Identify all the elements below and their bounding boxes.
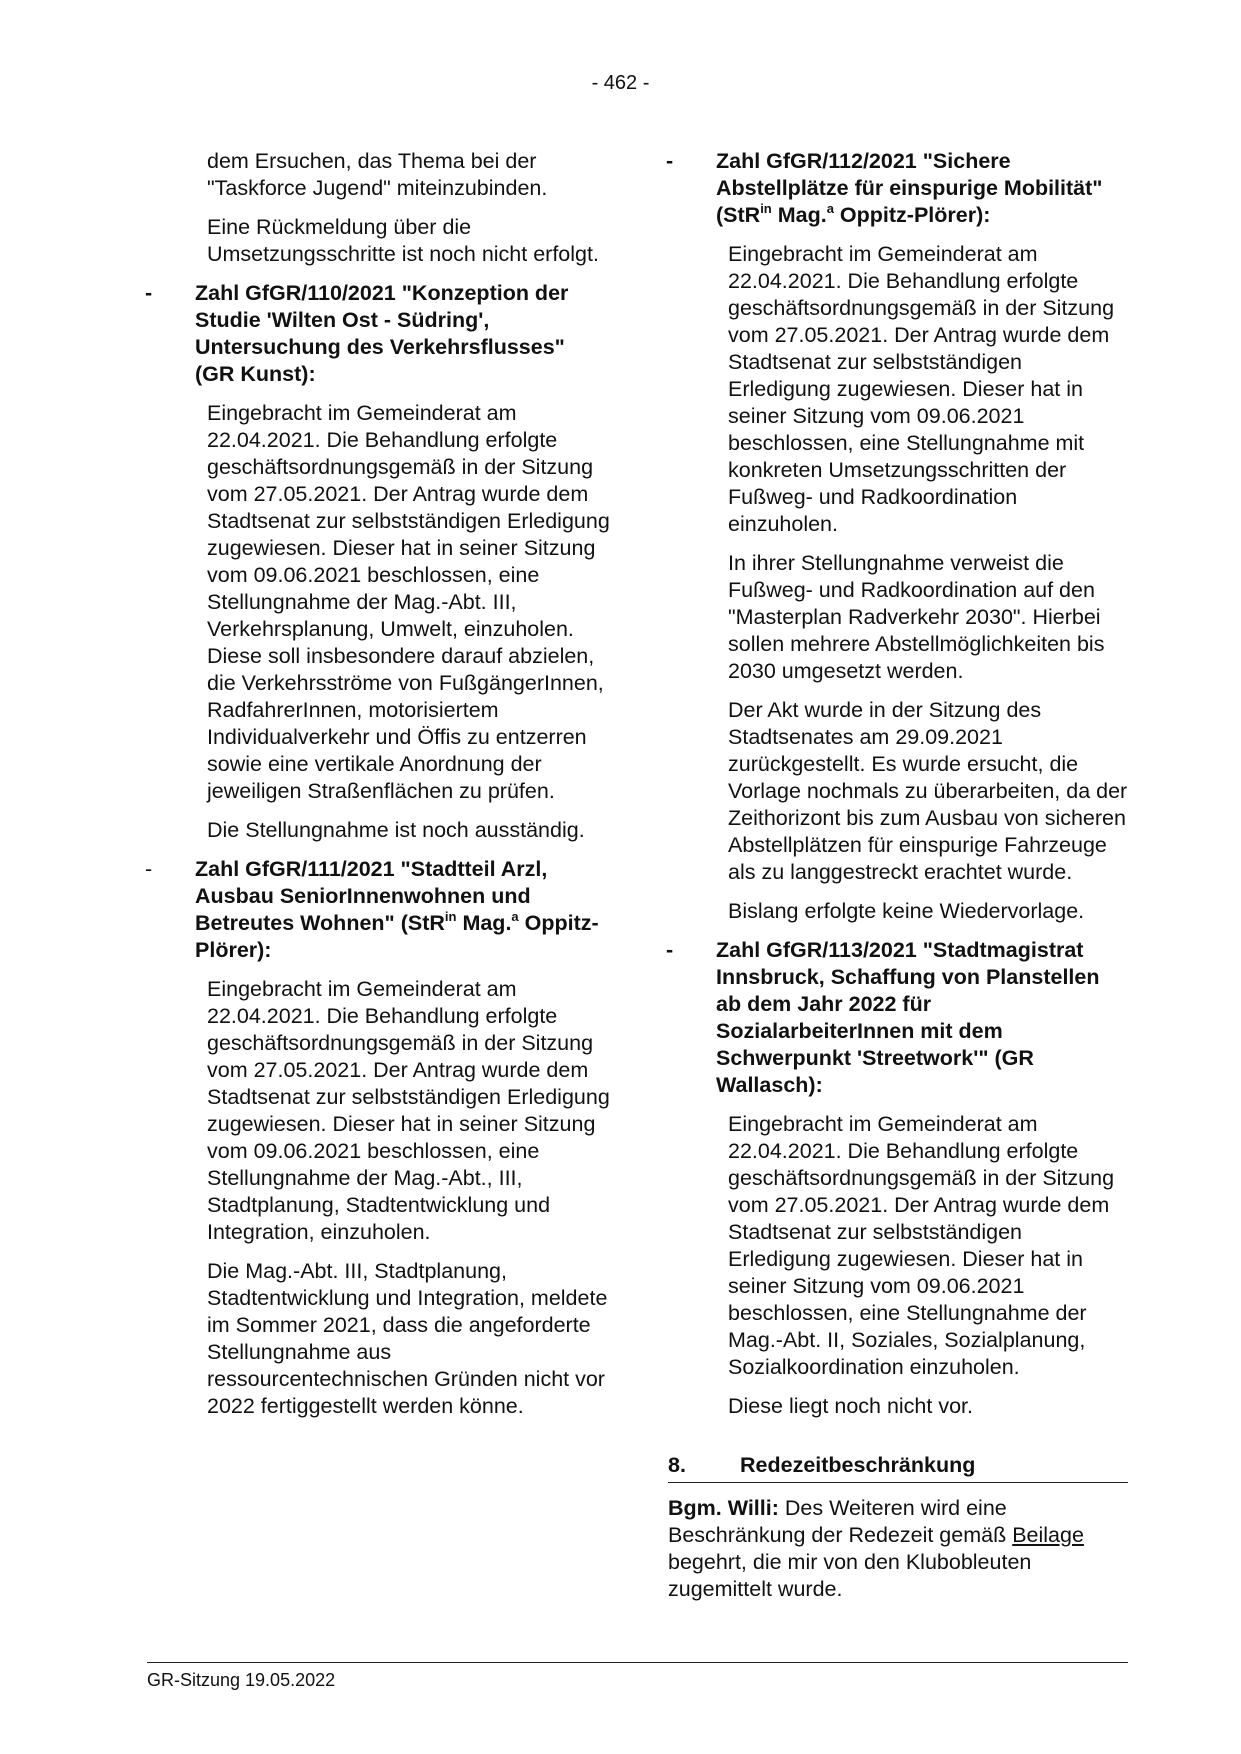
section-number: 8.: [668, 1453, 686, 1477]
right-column: [668, 148, 1128, 1625]
list-dash: -: [145, 857, 153, 881]
item-paragraph: Eingebracht im Gemeinderat am 22.04.2021. Die Behandlung erfolgte geschäftsordnungsgemäß in der Sitzung vom 27.05.2021. Der Antrag wurde dem Stadtsenat zur selbstständigen Erledigung zugewiesen. Dieser hat in seiner Sitzung vom 09.06.2021 beschlossen, eine Stellungnahme der Mag.-Abt. II, Soziales, Sozialplanung, Sozialkoordination einzuholen.: [728, 1112, 1115, 1379]
footer-divider: [147, 1662, 1128, 1663]
agenda-item-110: [147, 280, 610, 844]
section-heading: [668, 1452, 1128, 1483]
intro-paragraph-2: Eine Rückmeldung über die Umsetzungsschritte ist noch nicht erfolgt.: [207, 215, 599, 266]
item-title: Zahl GfGR/113/2021 "Stadtmagistrat Innsbruck, Schaffung von Planstellen ab dem Jahr 2022 für SozialarbeiterInnen mit dem Schwerpunkt 'Streetwork'" (GR Wallasch):: [716, 938, 1100, 1097]
item-paragraph: Die Mag.-Abt. III, Stadtplanung, Stadtentwicklung und Integration, meldete im Sommer 2021, dass die angeforderte Stellungnahme aus ressourcentechnischen Gründen nicht vor 2022 fertiggestellt werden könne.: [207, 1259, 608, 1418]
closing-paragraph: Bgm. Willi: Des Weiteren wird eine Beschränkung der Redezeit gemäß Beilage begehrt, die mir von den Klubobleuten zugemittelt wurde.: [668, 1496, 1084, 1601]
item-title: Zahl GfGR/112/2021 "Sichere Abstellplätze für einspurige Mobilität" (StR$^{in}$ Mag.$^a$ Oppitz-Plörer):: [716, 149, 1103, 227]
agenda-item-113: [668, 937, 1128, 1420]
agenda-item-112: [668, 148, 1128, 925]
beilage-link[interactable]: Beilage: [1012, 1523, 1084, 1547]
list-dash: -: [145, 281, 153, 305]
item-paragraph: Eingebracht im Gemeinderat am 22.04.2021. Die Behandlung erfolgte geschäftsordnungsgemäß in der Sitzung vom 27.05.2021. Der Antrag wurde dem Stadtsenat zur selbstständigen Erledigung zugewiesen. Dieser hat in seiner Sitzung vom 09.06.2021 beschlossen, eine Stellungnahme mit konkreten Umsetzungsschritten der Fußweg- und Radkoordination einzuholen.: [728, 242, 1115, 536]
speaker-name: Bgm. Willi:: [668, 1496, 779, 1520]
intro-paragraph-1: dem Ersuchen, das Thema bei der "Taskforce Jugend" miteinzubinden.: [207, 149, 548, 200]
footer-text: GR-Sitzung 19.05.2022: [147, 1670, 336, 1690]
item-paragraph: Der Akt wurde in der Sitzung des Stadtsenates am 29.09.2021 zurückgestellt. Es wurde ersucht, die Vorlage nochmals zu überarbeiten, da der Zeithorizont bis zum Ausbau von sicheren Abstellplätzen für einspurige Fahrzeuge als zu langgestreckt erachtet wurde.: [728, 698, 1128, 884]
list-dash: -: [666, 149, 674, 173]
item-paragraph: Die Stellungnahme ist noch ausständig.: [207, 818, 585, 842]
item-paragraph: Diese liegt noch nicht vor.: [728, 1394, 973, 1418]
page-number: - 462 -: [591, 72, 650, 94]
item-title: Zahl GfGR/111/2021 "Stadtteil Arzl, Ausbau SeniorInnenwohnen und Betreutes Wohnen" (StR$^{in}$ Mag.$^a$ Oppitz-Plörer):: [195, 857, 599, 962]
item-paragraph: Eingebracht im Gemeinderat am 22.04.2021. Die Behandlung erfolgte geschäftsordnungsgemäß in der Sitzung vom 27.05.2021. Der Antrag wurde dem Stadtsenat zur selbstständigen Erledigung zugewiesen. Dieser hat in seiner Sitzung vom 09.06.2021 beschlossen, eine Stellungnahme der Mag.-Abt. III, Verkehrsplanung, Umwelt, einzuholen. Diese soll insbesondere darauf abzielen, die Verkehrsströme von FußgängerInnen, RadfahrerInnen, motorisiertem Individualverkehr und Öffis zu entzerren sowie eine vertikale Anordnung der jeweiligen Straßenflächen zu prüfen.: [207, 401, 610, 803]
list-dash: -: [666, 938, 674, 962]
item-paragraph: In ihrer Stellungnahme verweist die Fußweg- und Radkoordination auf den "Masterplan Radverkehr 2030". Hierbei sollen mehrere Abstellmöglichkeiten bis 2030 umgesetzt werden.: [728, 551, 1105, 683]
item-title: Zahl GfGR/110/2021 "Konzeption der Studie 'Wilten Ost - Südring', Untersuchung des Verkehrsflusses" (GR Kunst):: [195, 281, 569, 386]
item-paragraph: Bislang erfolgte keine Wiedervorlage.: [728, 899, 1085, 923]
item-paragraph: Eingebracht im Gemeinderat am 22.04.2021. Die Behandlung erfolgte geschäftsordnungsgemäß in der Sitzung vom 27.05.2021. Der Antrag wurde dem Stadtsenat zur selbstständigen Erledigung zugewiesen. Dieser hat in seiner Sitzung vom 09.06.2021 beschlossen, eine Stellungnahme der Mag.-Abt., III, Stadtplanung, Stadtentwicklung und Integration, einzuholen.: [207, 977, 610, 1244]
section-title: Redezeitbeschränkung: [740, 1453, 976, 1477]
left-column: [147, 148, 610, 1432]
agenda-item-111: [147, 856, 610, 1420]
